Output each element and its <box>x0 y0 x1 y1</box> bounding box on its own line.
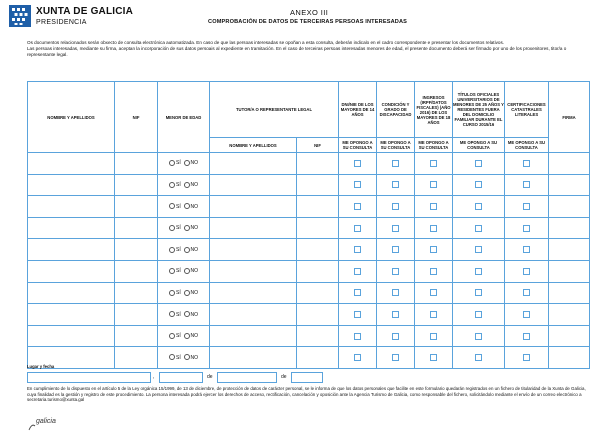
minor-radio-group <box>169 204 198 210</box>
minor-radio-group <box>169 290 198 296</box>
legal-notice: En cumplimiento de lo dispuesto en el artículo 5 de la Ley orgánica 15/1999, de 13 de diciembre, de protección de datos de carácter personal, se le informa de que los datos personales que facilite en este formulario quedarán registrados en un fichero de titularidad de la Xunta de Galicia, cuya finalidad es la gestión y registro de este procedimiento. La persona interesada podrá ejercer los derechos de acceso, rectificación, cancelación y oposición ante la Agencia Turismo de Galicia, como responsable del fichero, solicitándolo mediante el envío de un correo electrónico a secretaria.turismo@xunta.gal <box>27 386 586 403</box>
oppose-checkbox[interactable] <box>354 333 361 340</box>
place-date-row <box>27 372 587 382</box>
oppose-cell <box>339 325 377 347</box>
table-row <box>28 304 590 326</box>
table-row <box>28 282 590 304</box>
name-cell[interactable] <box>28 153 115 175</box>
oppose-cell <box>415 217 453 239</box>
oppose-label: ME OPONGO A SU CONSULTA <box>377 138 415 153</box>
minor-cell <box>158 304 210 326</box>
radio-no[interactable] <box>184 247 190 253</box>
oppose-cell <box>377 325 415 347</box>
tutor-nif-cell[interactable] <box>297 153 339 175</box>
name-cell[interactable] <box>28 217 115 239</box>
day-input[interactable] <box>159 372 203 383</box>
oppose-cell <box>505 347 549 369</box>
oppose-cell <box>339 153 377 175</box>
radio-yes[interactable] <box>169 160 175 166</box>
tutor-name-cell[interactable] <box>210 217 297 239</box>
footer-brand: galicia <box>36 418 56 425</box>
oppose-checkbox[interactable] <box>354 203 361 210</box>
signature-cell[interactable] <box>549 239 590 261</box>
radio-no[interactable] <box>184 268 190 274</box>
radio-no-label: NO <box>190 182 198 189</box>
radio-yes[interactable] <box>169 311 175 317</box>
tutor-nif-cell[interactable] <box>297 260 339 282</box>
radio-no[interactable] <box>184 354 190 360</box>
tutor-name-cell[interactable] <box>210 260 297 282</box>
minor-cell <box>158 196 210 218</box>
oppose-checkbox[interactable] <box>354 225 361 232</box>
radio-yes-label: SÍ <box>175 311 181 318</box>
document-title: COMPROBACIÓN DE DATOS DE TERCEIRAS PERSOAS INTERESADAS <box>208 19 408 25</box>
oppose-checkbox[interactable] <box>430 160 437 167</box>
comma-separator: , <box>153 374 155 380</box>
oppose-cell <box>453 174 505 196</box>
radio-no-label: NO <box>190 203 198 210</box>
oppose-checkbox[interactable] <box>354 311 361 318</box>
oppose-label: ME OPONGO A SU CONSULTA <box>453 138 505 153</box>
oppose-checkbox[interactable] <box>523 333 530 340</box>
minor-cell <box>158 153 210 175</box>
signature-cell[interactable] <box>549 174 590 196</box>
radio-no[interactable] <box>184 290 190 296</box>
radio-yes[interactable] <box>169 268 175 274</box>
oppose-checkbox[interactable] <box>430 181 437 188</box>
department-name: PRESIDENCIA <box>36 19 87 26</box>
table-row <box>28 217 590 239</box>
name-cell[interactable] <box>28 174 115 196</box>
oppose-cell <box>339 282 377 304</box>
oppose-checkbox[interactable] <box>430 354 437 361</box>
minor-cell <box>158 260 210 282</box>
header-cadastre: CERTIFICACIONES CATASTRALES LITERALES <box>505 82 549 138</box>
oppose-cell <box>415 304 453 326</box>
signature-cell[interactable] <box>549 325 590 347</box>
table-row <box>28 174 590 196</box>
radio-no-label: NO <box>190 268 198 275</box>
header-minor: MENOR DE EDAD <box>158 82 210 153</box>
oppose-cell <box>505 260 549 282</box>
radio-no-label: NO <box>190 354 198 361</box>
oppose-cell <box>377 304 415 326</box>
oppose-checkbox[interactable] <box>354 354 361 361</box>
oppose-cell <box>415 347 453 369</box>
radio-no[interactable] <box>184 311 190 317</box>
tutor-nif-cell[interactable] <box>297 196 339 218</box>
minor-cell <box>158 217 210 239</box>
radio-no-label: NO <box>190 290 198 297</box>
oppose-checkbox[interactable] <box>475 289 482 296</box>
oppose-cell <box>415 260 453 282</box>
minor-radio-group <box>169 160 198 166</box>
oppose-checkbox[interactable] <box>354 181 361 188</box>
tutor-name-cell[interactable] <box>210 174 297 196</box>
oppose-checkbox[interactable] <box>354 246 361 253</box>
galicia-brand-icon <box>28 418 36 426</box>
radio-yes-label: SÍ <box>175 246 181 253</box>
oppose-cell <box>453 325 505 347</box>
oppose-checkbox[interactable] <box>523 181 530 188</box>
radio-no-label: NO <box>190 225 198 232</box>
table-row <box>28 239 590 261</box>
radio-no[interactable] <box>184 160 190 166</box>
minor-radio-group <box>169 355 198 361</box>
radio-yes[interactable] <box>169 333 175 339</box>
oppose-cell <box>377 217 415 239</box>
subheader-tutor-nif: NIF <box>297 138 339 153</box>
oppose-checkbox[interactable] <box>392 160 399 167</box>
oppose-cell <box>505 153 549 175</box>
nif-cell[interactable] <box>115 347 158 369</box>
radio-no[interactable] <box>184 203 190 209</box>
de-label-1: de <box>207 374 213 380</box>
oppose-checkbox[interactable] <box>392 289 399 296</box>
radio-yes-label: SÍ <box>175 160 181 167</box>
oppose-label: ME OPONGO A SU CONSULTA <box>505 138 549 153</box>
radio-yes-label: SÍ <box>175 268 181 275</box>
tutor-nif-cell[interactable] <box>297 325 339 347</box>
oppose-checkbox[interactable] <box>475 203 482 210</box>
oppose-cell <box>339 217 377 239</box>
oppose-cell <box>453 217 505 239</box>
name-cell[interactable] <box>28 304 115 326</box>
oppose-cell <box>505 325 549 347</box>
tutor-nif-cell[interactable] <box>297 174 339 196</box>
radio-yes[interactable] <box>169 182 175 188</box>
table-row <box>28 260 590 282</box>
oppose-cell <box>505 174 549 196</box>
oppose-cell <box>377 347 415 369</box>
oppose-cell <box>339 196 377 218</box>
nif-cell[interactable] <box>115 260 158 282</box>
header-income: INGRESOS (IRPF/DATOS FISCALES) (AÑO 2016) DE LOS MAYORES DE 18 AÑOS <box>415 82 453 138</box>
table-row <box>28 325 590 347</box>
header-titles: TÍTULOS OFICIALES UNIVERSITARIOS DE MENORES DE 25 AÑOS Y RESIDENTES FUERA DEL DOMICILIO FAMILIAR DURANTE EL CURSO 2015/16 <box>453 82 505 138</box>
minor-radio-group <box>169 312 198 318</box>
org-name: XUNTA DE GALICIA <box>36 6 134 17</box>
signature-cell[interactable] <box>549 347 590 369</box>
nif-cell[interactable] <box>115 282 158 304</box>
radio-yes[interactable] <box>169 225 175 231</box>
tutor-nif-cell[interactable] <box>297 217 339 239</box>
oppose-checkbox[interactable] <box>354 160 361 167</box>
minor-cell <box>158 174 210 196</box>
tutor-nif-cell[interactable] <box>297 239 339 261</box>
signature-cell[interactable] <box>549 196 590 218</box>
oppose-cell <box>505 217 549 239</box>
oppose-checkbox[interactable] <box>430 225 437 232</box>
oppose-checkbox[interactable] <box>430 268 437 275</box>
oppose-checkbox[interactable] <box>392 225 399 232</box>
oppose-cell <box>453 282 505 304</box>
radio-yes[interactable] <box>169 354 175 360</box>
radio-no-label: NO <box>190 333 198 340</box>
nif-cell[interactable] <box>115 239 158 261</box>
table-row <box>28 196 590 218</box>
oppose-checkbox[interactable] <box>475 225 482 232</box>
header-dni: DNI/NIE DE LOS MAYORES DE 14 AÑOS <box>339 82 377 138</box>
oppose-checkbox[interactable] <box>354 289 361 296</box>
nif-cell[interactable] <box>115 196 158 218</box>
oppose-cell <box>339 239 377 261</box>
tutor-name-cell[interactable] <box>210 196 297 218</box>
oppose-checkbox[interactable] <box>392 354 399 361</box>
nif-cell[interactable] <box>115 217 158 239</box>
radio-yes-label: SÍ <box>175 182 181 189</box>
oppose-checkbox[interactable] <box>523 203 530 210</box>
oppose-cell <box>453 260 505 282</box>
oppose-checkbox[interactable] <box>430 246 437 253</box>
minor-cell <box>158 347 210 369</box>
oppose-checkbox[interactable] <box>523 246 530 253</box>
oppose-cell <box>377 282 415 304</box>
oppose-checkbox[interactable] <box>523 311 530 318</box>
minor-radio-group <box>169 225 198 231</box>
minor-radio-group <box>169 182 198 188</box>
oppose-checkbox[interactable] <box>392 333 399 340</box>
oppose-checkbox[interactable] <box>523 160 530 167</box>
header-tutor: TUTOR/A O REPRESENTANTE LEGAL <box>210 82 339 138</box>
minor-cell <box>158 239 210 261</box>
tutor-name-cell[interactable] <box>210 153 297 175</box>
tutor-name-cell[interactable] <box>210 239 297 261</box>
oppose-cell <box>453 239 505 261</box>
name-cell[interactable] <box>28 196 115 218</box>
tutor-nif-cell[interactable] <box>297 304 339 326</box>
oppose-cell <box>339 260 377 282</box>
tutor-nif-cell[interactable] <box>297 347 339 369</box>
table-row <box>28 347 590 369</box>
oppose-label: ME OPONGO A SU CONSULTA <box>339 138 377 153</box>
radio-yes-label: SÍ <box>175 290 181 297</box>
oppose-cell <box>453 153 505 175</box>
oppose-checkbox[interactable] <box>392 268 399 275</box>
oppose-cell <box>415 239 453 261</box>
oppose-checkbox[interactable] <box>430 311 437 318</box>
name-cell[interactable] <box>28 325 115 347</box>
name-cell[interactable] <box>28 239 115 261</box>
oppose-checkbox[interactable] <box>430 203 437 210</box>
place-input[interactable] <box>27 372 151 383</box>
radio-yes[interactable] <box>169 203 175 209</box>
signature-cell[interactable] <box>549 282 590 304</box>
oppose-checkbox[interactable] <box>475 160 482 167</box>
oppose-checkbox[interactable] <box>430 289 437 296</box>
oppose-checkbox[interactable] <box>523 225 530 232</box>
table-row <box>28 153 590 175</box>
tutor-name-cell[interactable] <box>210 325 297 347</box>
radio-yes-label: SÍ <box>175 225 181 232</box>
oppose-cell <box>377 196 415 218</box>
persons-table <box>27 81 590 369</box>
month-input[interactable] <box>217 372 277 383</box>
nif-cell[interactable] <box>115 174 158 196</box>
header-disability: CONDICIÓN Y GRADO DE DISCAPACIDAD <box>377 82 415 138</box>
annex-label: ANEXO III <box>290 8 329 17</box>
oppose-cell <box>453 196 505 218</box>
minor-radio-group <box>169 333 198 339</box>
nif-cell[interactable] <box>115 325 158 347</box>
radio-no-label: NO <box>190 160 198 167</box>
oppose-cell <box>505 196 549 218</box>
radio-no-label: NO <box>190 246 198 253</box>
subheader-tutor-name: NOMBRE Y APELLIDOS <box>210 138 297 153</box>
oppose-checkbox[interactable] <box>430 333 437 340</box>
oppose-checkbox[interactable] <box>354 268 361 275</box>
oppose-checkbox[interactable] <box>392 203 399 210</box>
minor-cell <box>158 325 210 347</box>
signature-cell[interactable] <box>549 260 590 282</box>
radio-yes-label: SÍ <box>175 354 181 361</box>
oppose-cell <box>415 174 453 196</box>
place-date-label: Lugar y fecha <box>27 364 55 369</box>
oppose-cell <box>377 153 415 175</box>
oppose-checkbox[interactable] <box>475 354 482 361</box>
minor-radio-group <box>169 247 198 253</box>
oppose-checkbox[interactable] <box>475 246 482 253</box>
signature-cell[interactable] <box>549 304 590 326</box>
oppose-checkbox[interactable] <box>523 268 530 275</box>
oppose-checkbox[interactable] <box>475 333 482 340</box>
oppose-cell <box>505 282 549 304</box>
radio-yes[interactable] <box>169 247 175 253</box>
oppose-checkbox[interactable] <box>392 246 399 253</box>
signature-cell[interactable] <box>549 217 590 239</box>
oppose-cell <box>415 325 453 347</box>
radio-no[interactable] <box>184 333 190 339</box>
oppose-checkbox[interactable] <box>392 181 399 188</box>
radio-no[interactable] <box>184 225 190 231</box>
tutor-name-cell[interactable] <box>210 282 297 304</box>
tutor-name-cell[interactable] <box>210 347 297 369</box>
name-cell[interactable] <box>28 282 115 304</box>
intro-paragraph-1: Os documentos relacionados serán obxecto de consulta electrónica automatizada. En caso de que las persoas interesadas se opoñan a esta consulta, deberán indicalo en el cadro correspondente e presentar los documentos relativos. <box>27 40 505 45</box>
minor-cell <box>158 282 210 304</box>
oppose-checkbox[interactable] <box>475 311 482 318</box>
header-signature: FIRMA <box>549 82 590 153</box>
oppose-cell <box>339 304 377 326</box>
oppose-cell <box>415 282 453 304</box>
signature-cell[interactable] <box>549 153 590 175</box>
year-input[interactable] <box>291 372 323 383</box>
oppose-cell <box>377 260 415 282</box>
oppose-cell <box>339 347 377 369</box>
header-nif: NIF <box>115 82 158 153</box>
nif-cell[interactable] <box>115 153 158 175</box>
oppose-checkbox[interactable] <box>392 311 399 318</box>
oppose-label: ME OPONGO A SU CONSULTA <box>415 138 453 153</box>
radio-no-label: NO <box>190 311 198 318</box>
oppose-checkbox[interactable] <box>523 354 530 361</box>
oppose-cell <box>505 304 549 326</box>
header-name: NOMBRE Y APELLIDOS <box>28 82 115 153</box>
tutor-nif-cell[interactable] <box>297 282 339 304</box>
oppose-checkbox[interactable] <box>523 289 530 296</box>
oppose-cell <box>377 239 415 261</box>
oppose-cell <box>377 174 415 196</box>
oppose-checkbox[interactable] <box>475 268 482 275</box>
intro-paragraph-2: Las persoas interesadas, mediante su firma, aceptan la incorporación de sus datos persoais al expediente en tramitación. En el caso de terceiras persoas interesadas menores de edad, el presente documento deberá ser firmado por uno de los proxenitores, titor/a o representante legal. <box>27 46 567 58</box>
radio-no[interactable] <box>184 182 190 188</box>
minor-radio-group <box>169 268 198 274</box>
radio-yes-label: SÍ <box>175 333 181 340</box>
radio-yes-label: SÍ <box>175 203 181 210</box>
xunta-logo-icon <box>9 5 31 27</box>
intro-text <box>27 40 590 59</box>
oppose-cell <box>505 239 549 261</box>
oppose-cell <box>453 347 505 369</box>
nif-cell[interactable] <box>115 304 158 326</box>
oppose-cell <box>415 196 453 218</box>
oppose-checkbox[interactable] <box>475 181 482 188</box>
oppose-cell <box>415 153 453 175</box>
radio-yes[interactable] <box>169 290 175 296</box>
de-label-2: de <box>281 374 287 380</box>
name-cell[interactable] <box>28 260 115 282</box>
tutor-name-cell[interactable] <box>210 304 297 326</box>
oppose-cell <box>453 304 505 326</box>
oppose-cell <box>339 174 377 196</box>
